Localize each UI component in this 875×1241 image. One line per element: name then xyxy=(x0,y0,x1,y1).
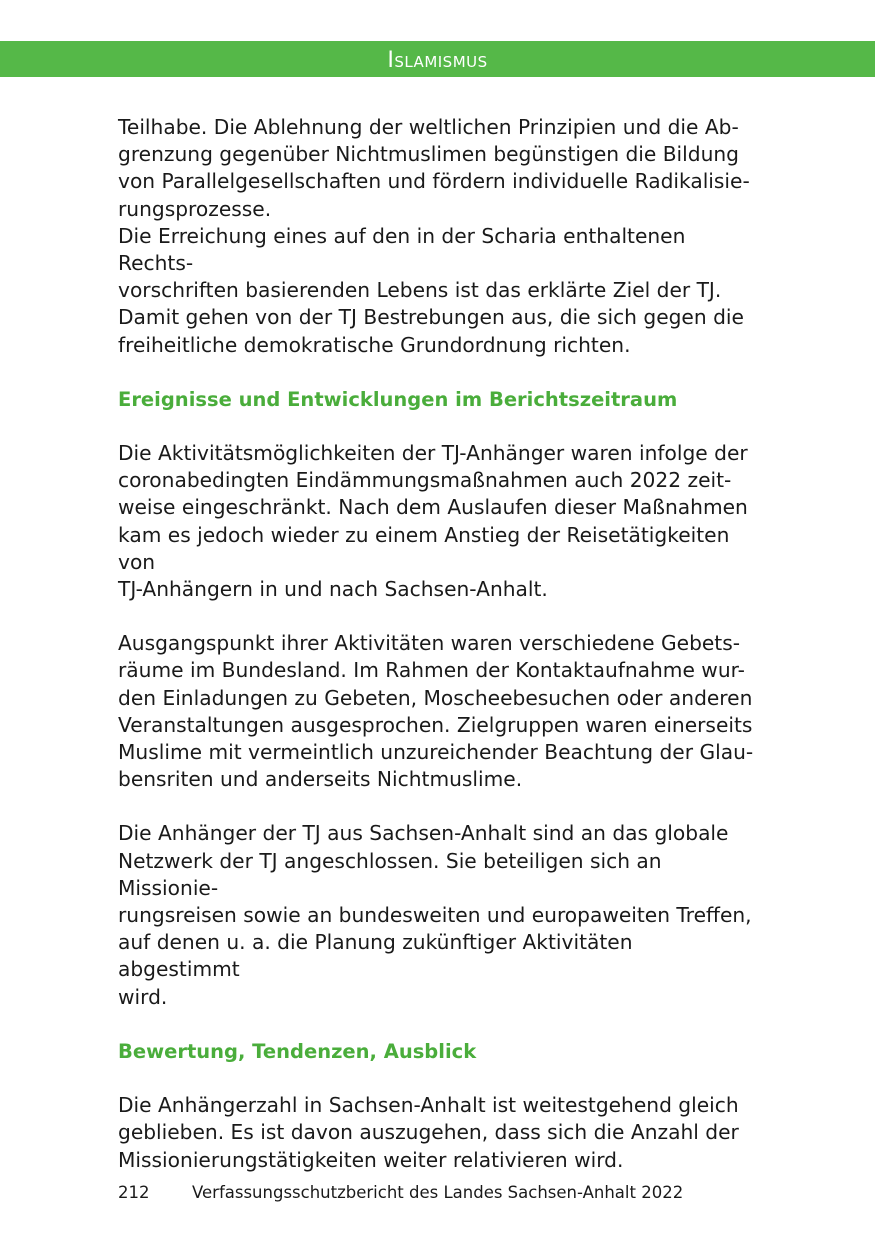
body-paragraph: Die Anhänger der TJ aus Sachsen-Anhalt sind an das globale Netzwerk der TJ angeschlossen. Sie beteiligen sich an Missionie- rungsreisen sowie an bundesweiten und europaweiten Treffen, auf denen u. a. die Planung zukünftiger Aktivitäten abgestimmt wird. xyxy=(118,821,752,1009)
section-title: Islamismus xyxy=(387,48,488,73)
paragraph-spacer xyxy=(118,793,758,820)
paragraph-spacer xyxy=(118,1011,758,1038)
section-heading: Ereignisse und Entwicklungen im Berichtszeitraum xyxy=(118,387,678,411)
paragraph-spacer xyxy=(118,359,758,386)
section-header-band xyxy=(0,41,875,77)
body-paragraph: Die Aktivitätsmöglichkeiten der TJ-Anhänger waren infolge der coronabedingten Eindämmungsmaßnahmen auch 2022 zeit- weise eingeschränkt. Nach dem Auslaufen dieser Maßnahmen kam es jedoch wieder zu einem Anstieg der Reisetätigkeiten von TJ-Anhängern in und nach Sachsen-Anhalt. xyxy=(118,441,748,602)
page-number: 212 xyxy=(118,1183,150,1202)
page-footer xyxy=(118,1182,683,1204)
body-paragraph: Die Erreichung eines auf den in der Scharia enthaltenen Rechts- vorschriften basierenden Lebens ist das erklärte Ziel der TJ. Damit gehen von der TJ Bestrebungen aus, die sich gegen die freiheitliche demokratische Grundordnung richten. xyxy=(118,223,744,357)
paragraph-spacer xyxy=(118,603,758,630)
paragraph-spacer xyxy=(118,413,758,440)
section-heading: Bewertung, Tendenzen, Ausblick xyxy=(118,1039,477,1063)
paragraph-spacer xyxy=(118,1065,758,1092)
body-paragraph: Ausgangspunkt ihrer Aktivitäten waren verschiedene Gebets- räume im Bundesland. Im Rahmen der Kontaktaufnahme wur- den Einladungen zu Gebeten, Moscheebesuchen oder anderen Veranstaltungen ausgesprochen. Zielgruppen waren einerseits Muslime mit vermeintlich unzureichender Beachtung der Glau- bensriten und anderseits Nichtmuslime. xyxy=(118,631,754,792)
publication-title: Verfassungsschutzbericht des Landes Sachsen-Anhalt 2022 xyxy=(192,1183,684,1202)
page-content xyxy=(118,114,758,1174)
body-paragraph: Die Anhängerzahl in Sachsen-Anhalt ist weitestgehend gleich geblieben. Es ist davon auszugehen, dass sich die Anzahl der Missionierungstätigkeiten weiter relativieren wird. xyxy=(118,1093,739,1172)
body-paragraph: Teilhabe. Die Ablehnung der weltlichen Prinzipien und die Ab- grenzung gegenüber Nichtmuslimen begünstigen die Bildung von Parallelgesellschaften und fördern individuelle Radikalisie- rungsprozesse. xyxy=(118,115,750,221)
